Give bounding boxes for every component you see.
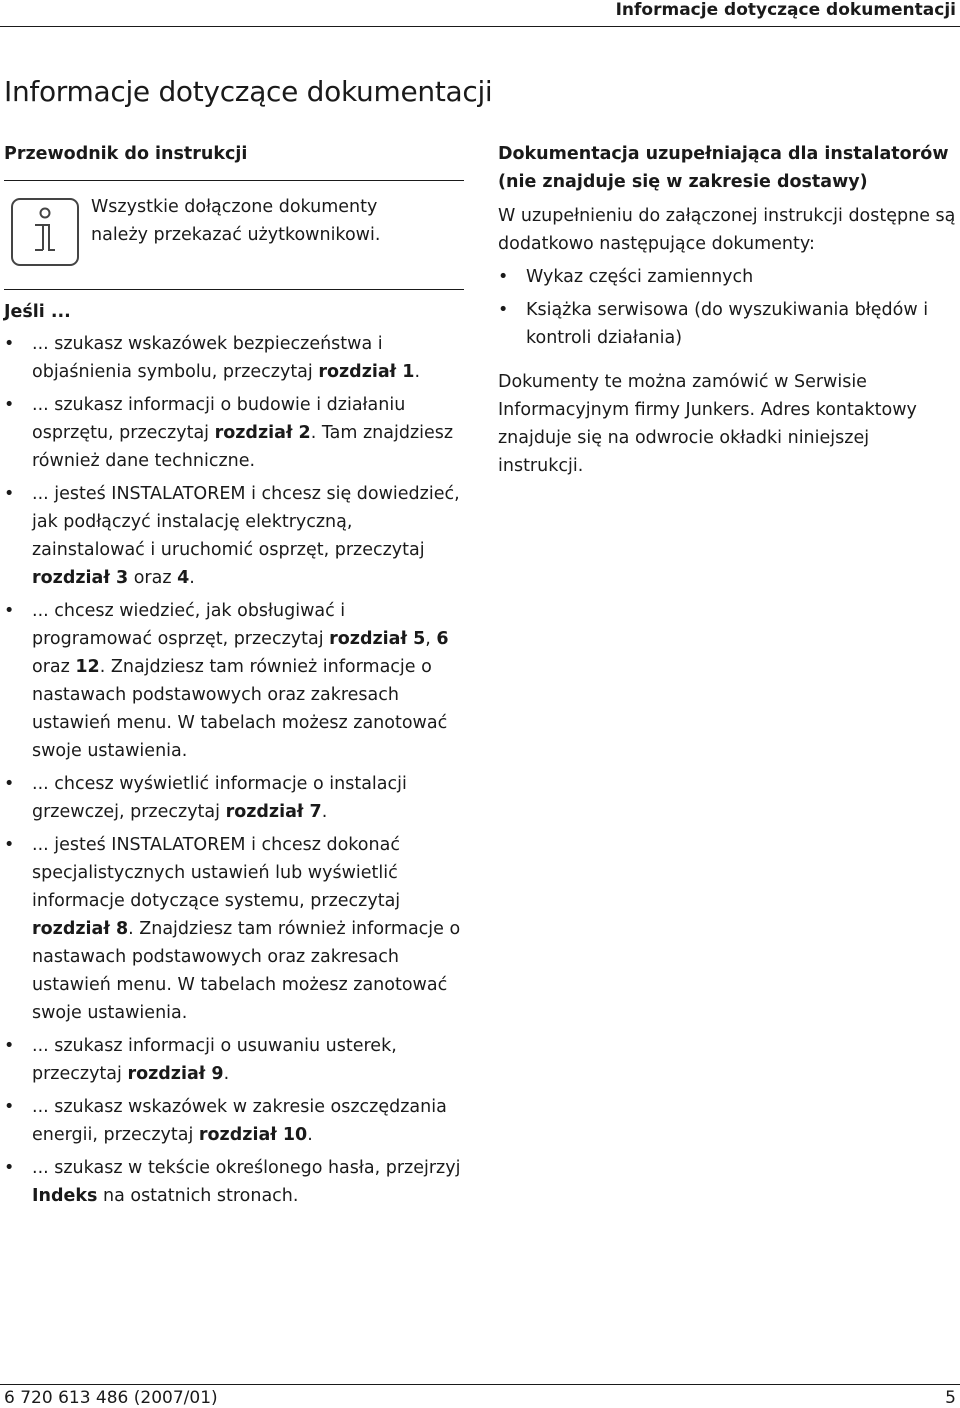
note-line-2: należy przekazać użytkownikowi. [91, 225, 381, 245]
note-box [4, 180, 464, 290]
list-item: • ... chcesz wiedzieć, jak obsługiwać i programować osprzęt, przeczytaj rozdział 5, 6 oraz 12. Znajdziesz tam również informacje o nastawach podstawowych oraz zakresach ustawień menu. W tabelach możesz zanotować swoje ustawienia. [4, 597, 464, 765]
list-item: • Wykaz części zamiennych [498, 263, 956, 291]
left-column [4, 140, 464, 1210]
list-item: • ... jesteś INSTALATOREM i chcesz dokonać specjalistycznych ustawień lub wyświetlić informacje dotyczące systemu, przeczytaj rozdział 8. Znajdziesz tam również informacje o nastawach podstawowych oraz zakresach ustawień menu. W tabelach możesz zanotować swoje ustawienia. [4, 831, 464, 1027]
if-label: Jeśli ... [4, 302, 71, 322]
note-line-1: Wszystkie dołączone dokumenty [91, 197, 378, 217]
right-column [498, 140, 956, 480]
list-item: • ... szukasz w tekście określonego hasła, przejrzyj Indeks na ostatnich stronach. [4, 1154, 464, 1210]
supplementary-list [498, 263, 956, 352]
supplementary-outro: Dokumenty te można zamówić w Serwisie Informacyjnym firmy Junkers. Adres kontaktowy znajduje się na odwrocie okładki niniejszej instrukcji. [498, 372, 917, 476]
running-header [0, 0, 960, 27]
page-footer [0, 1384, 960, 1407]
note-text [91, 193, 461, 249]
list-item: • ... szukasz informacji o budowie i działaniu osprzętu, przeczytaj rozdział 2. Tam znajdziesz również dane techniczne. [4, 391, 464, 475]
running-header-title: Informacje dotyczące dokumentacji [615, 0, 956, 20]
page-title: Informacje dotyczące dokumentacji [4, 75, 493, 108]
section-heading-guide: Przewodnik do instrukcji [4, 144, 248, 164]
list-item: • ... jesteś INSTALATOREM i chcesz się dowiedzieć, jak podłączyć instalację elektryczną, zainstalować i uruchomić osprzęt, przeczytaj rozdział 3 oraz 4. [4, 480, 464, 592]
list-item: • ... szukasz informacji o usuwaniu usterek, przeczytaj rozdział 9. [4, 1032, 464, 1088]
list-item: • ... szukasz wskazówek w zakresie oszczędzania energii, przeczytaj rozdział 10. [4, 1093, 464, 1149]
list-item: • ... chcesz wyświetlić informacje o instalacji grzewczej, przeczytaj rozdział 7. [4, 770, 464, 826]
page-number: 5 [945, 1388, 956, 1408]
guide-list [4, 330, 464, 1210]
info-icon [11, 198, 79, 266]
list-item: • Książka serwisowa (do wyszukiwania błędów i kontroli działania) [498, 296, 956, 352]
section-heading-supplementary: Dokumentacja uzupełniająca dla instalatorów (nie znajduje się w zakresie dostawy) [498, 144, 949, 192]
supplementary-intro: W uzupełnieniu do załączonej instrukcji dostępne są dodatkowo następujące dokumenty: [498, 206, 956, 254]
list-item: • ... szukasz wskazówek bezpieczeństwa i objaśnienia symbolu, przeczytaj rozdział 1. [4, 330, 464, 386]
document-number: 6 720 613 486 (2007/01) [4, 1388, 218, 1408]
